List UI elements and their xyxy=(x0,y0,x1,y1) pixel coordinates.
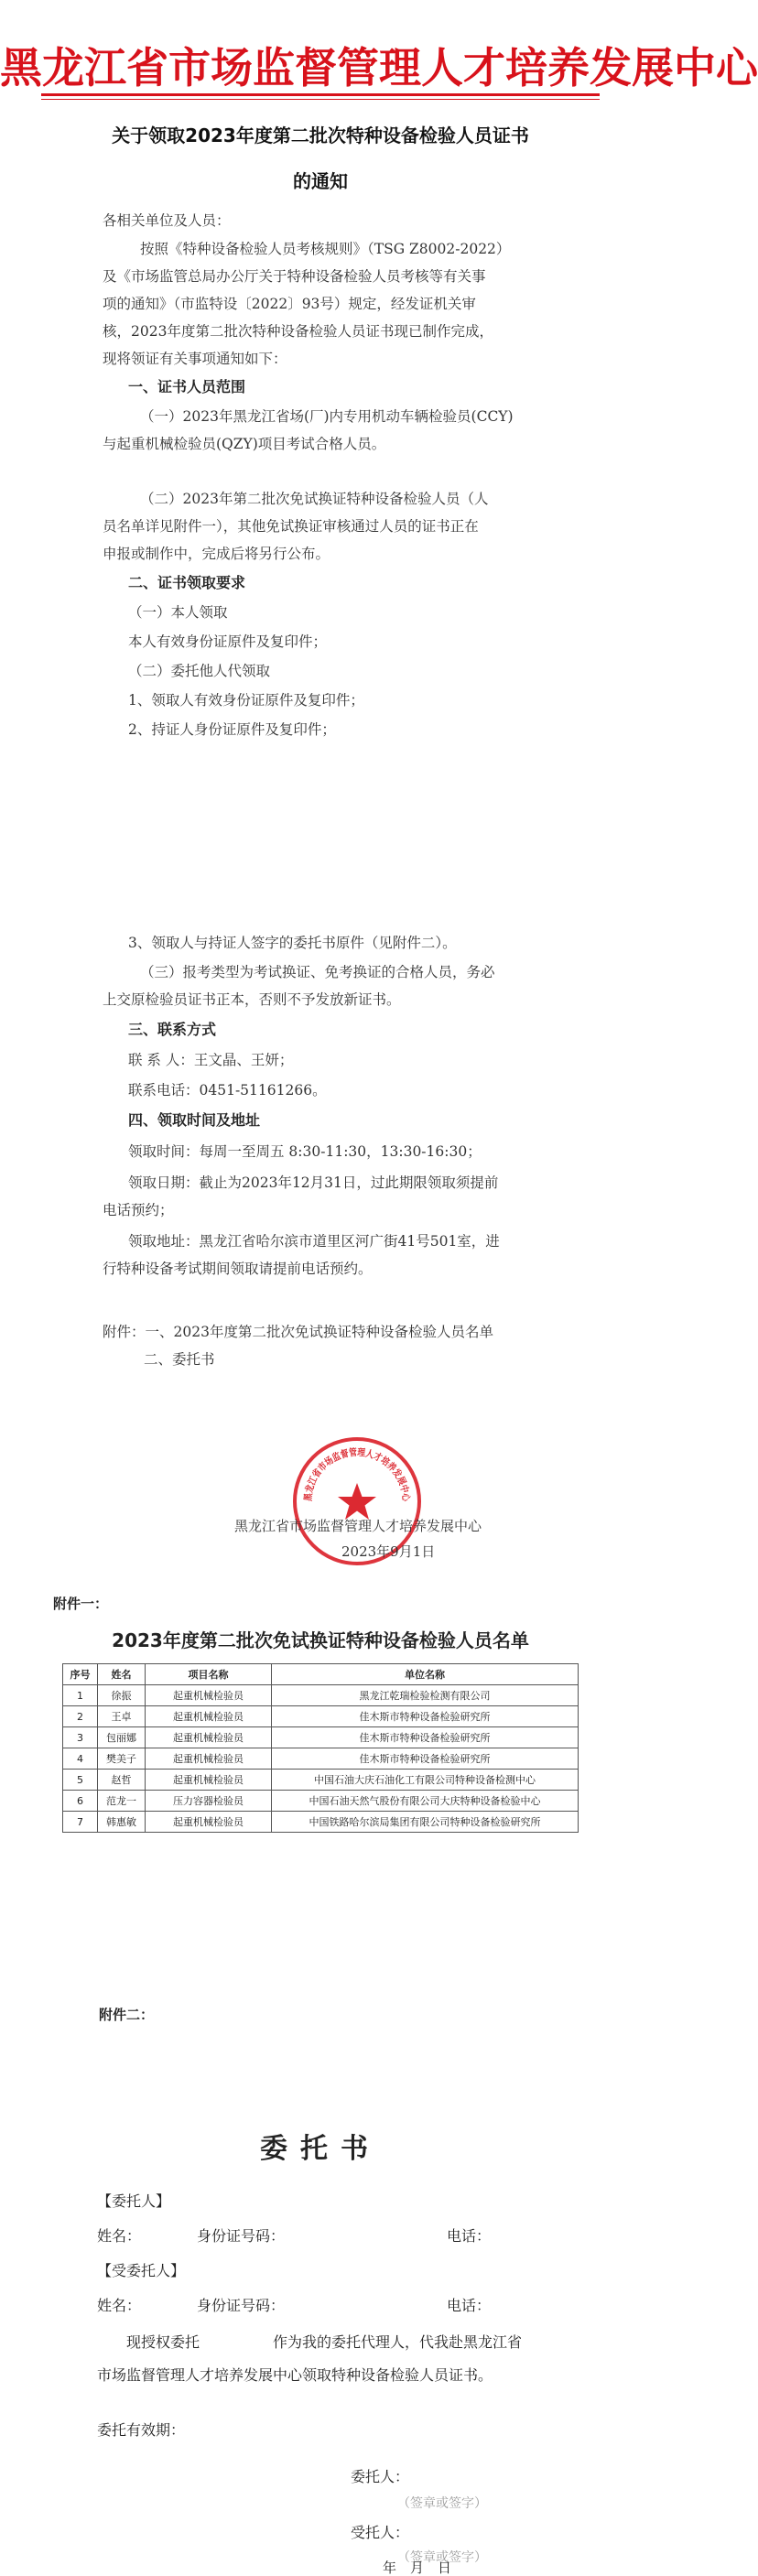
intro-line: 核，2023年度第二批次特种设备检验人员证书现已制作完成， xyxy=(103,323,493,340)
cell-index: 7 xyxy=(63,1812,98,1833)
agent-id-label: 身份证号码： xyxy=(197,2297,286,2314)
attachment1-label: 附件一： xyxy=(53,1596,109,1612)
cell-unit: 中国石油天然气股份有限公司大庆特种设备检验中心 xyxy=(272,1791,579,1812)
principal-name-label: 姓名： xyxy=(97,2227,142,2245)
agent-sign-label: 受托人： xyxy=(351,2524,410,2541)
contact-line: 联 系 人：王文晶、王妍； xyxy=(128,1052,294,1068)
scope-paragraph-line: 与起重机械检验员(QZY)项目考试合格人员。 xyxy=(103,436,386,452)
table-row xyxy=(63,1685,579,1706)
column-header: 序号 xyxy=(63,1664,98,1685)
cell-project: 起重机械检验员 xyxy=(146,1706,272,1727)
attachments-line: 二、委托书 xyxy=(144,1351,215,1368)
requirement-line: 2、持证人身份证原件及复印件； xyxy=(128,721,336,738)
principal-sign-hint: （签章或签字） xyxy=(397,2496,487,2511)
scope-paragraph-line: 申报或制作中，完成后将另行公布。 xyxy=(103,546,330,562)
section-heading-time-address: 四、领取时间及地址 xyxy=(128,1111,261,1129)
validity-label: 委托有效期： xyxy=(97,2421,186,2439)
agent-sign-hint: （签章或签字） xyxy=(397,2550,487,2565)
notice-title-line2: 的通知 xyxy=(293,170,348,192)
requirement-line: （三）报考类型为考试换证、免考换证的合格人员，务必 xyxy=(140,964,495,980)
letterhead-org-name: 黑龙江省市场监督管理人才培养发展中心 xyxy=(0,43,758,92)
cell-project: 起重机械检验员 xyxy=(146,1685,272,1706)
signature-date: 2023年9月1日 xyxy=(341,1543,436,1560)
cell-name: 范龙一 xyxy=(98,1791,146,1812)
cell-name: 韩惠敏 xyxy=(98,1812,146,1833)
column-header: 单位名称 xyxy=(272,1664,579,1685)
requirement-line: 1、领取人有效身份证原件及复印件； xyxy=(128,692,364,709)
cell-project: 起重机械检验员 xyxy=(146,1812,272,1833)
cell-name: 包丽娜 xyxy=(98,1727,146,1748)
cell-project: 起重机械检验员 xyxy=(146,1748,272,1770)
svg-text:黑龙江省市场监督管理人才培养发展中心: 黑龙江省市场监督管理人才培养发展中心 xyxy=(302,1446,412,1504)
table-row xyxy=(63,1812,579,1833)
time-address-line: 行特种设备考试期间领取请提前电话预约。 xyxy=(103,1261,373,1277)
cell-unit: 佳木斯市特种设备检验研究所 xyxy=(272,1706,579,1727)
intro-line: 项的通知》（市监特设〔2022〕93号）规定，经发证机关审 xyxy=(103,296,476,312)
table-row xyxy=(63,1791,579,1812)
table-row xyxy=(63,1727,579,1748)
cell-name: 赵哲 xyxy=(98,1770,146,1791)
intro-line: 按照《特种设备检验人员考核规则》（TSG Z8002-2022） xyxy=(140,241,511,257)
agent-phone-label: 电话： xyxy=(447,2297,492,2314)
time-address-line: 领取日期：截止为2023年12月31日，过此期限领取须提前 xyxy=(128,1174,499,1191)
cell-unit: 中国石油大庆石油化工有限公司特种设备检测中心 xyxy=(272,1770,579,1791)
attachments-line: 附件：一、2023年度第二批次免试换证特种设备检验人员名单 xyxy=(103,1324,493,1340)
letterhead-rule-thin xyxy=(41,99,600,100)
principal-sign-label: 委托人： xyxy=(351,2468,410,2485)
date-line: 年 月 日 xyxy=(383,2560,452,2576)
cell-project: 起重机械检验员 xyxy=(146,1770,272,1791)
entrustment-body-line: 现授权委托 作为我的委托代理人，代我赴黑龙江省 xyxy=(126,2333,523,2351)
requirement-line: （一）本人领取 xyxy=(128,604,228,621)
scope-paragraph-line: （一）2023年黑龙江省场(厂)内专用机动车辆检验员(CCY) xyxy=(140,408,514,425)
notice-title-line1: 关于领取2023年度第二批次特种设备检验人员证书 xyxy=(112,124,529,146)
table-row xyxy=(63,1706,579,1727)
entrustment-body-line: 市场监督管理人才培养发展中心领取特种设备检验人员证书。 xyxy=(97,2366,493,2384)
entrustment-title: 委托书 xyxy=(260,2133,381,2165)
section-heading-contact: 三、联系方式 xyxy=(128,1021,217,1038)
principal-phone-label: 电话： xyxy=(447,2227,492,2245)
table-header-row xyxy=(63,1664,579,1685)
section-heading-scope: 一、证书人员范围 xyxy=(128,378,246,395)
cell-project: 压力容器检验员 xyxy=(146,1791,272,1812)
agent-name-label: 姓名： xyxy=(97,2297,142,2314)
cell-index: 2 xyxy=(63,1706,98,1727)
cell-unit: 佳木斯市特种设备检验研究所 xyxy=(272,1748,579,1770)
column-header: 姓名 xyxy=(98,1664,146,1685)
cell-index: 3 xyxy=(63,1727,98,1748)
principal-id-label: 身份证号码： xyxy=(197,2227,286,2245)
cell-unit: 中国铁路哈尔滨局集团有限公司特种设备检验研究所 xyxy=(272,1812,579,1833)
intro-line: 及《市场监管总局办公厅关于特种设备检验人员考核等有关事 xyxy=(103,268,486,285)
table-row xyxy=(63,1770,579,1791)
column-header: 项目名称 xyxy=(146,1664,272,1685)
cell-index: 4 xyxy=(63,1748,98,1770)
letterhead-rule-thick xyxy=(41,93,600,96)
cell-name: 王卓 xyxy=(98,1706,146,1727)
requirement-line: 上交原检验员证书正本，否则不予发放新证书。 xyxy=(103,991,401,1008)
agent-heading: 【受委托人】 xyxy=(97,2262,186,2279)
time-address-line: 领取地址：黑龙江省哈尔滨市道里区河广街41号501室，进 xyxy=(128,1233,500,1250)
attachment2-label: 附件二： xyxy=(99,2007,155,2023)
intro-line: 现将领证有关事项通知如下： xyxy=(103,351,287,367)
attachment1-title: 2023年度第二批次免试换证特种设备检验人员名单 xyxy=(112,1629,529,1651)
table-row xyxy=(63,1748,579,1770)
requirement-line: （二）委托他人代领取 xyxy=(128,663,271,679)
cell-index: 6 xyxy=(63,1791,98,1812)
section-heading-requirements: 二、证书领取要求 xyxy=(128,574,246,591)
requirement-line: 3、领取人与持证人签字的委托书原件（见附件二）。 xyxy=(128,935,457,951)
principal-heading: 【委托人】 xyxy=(97,2192,171,2210)
personnel-table xyxy=(62,1663,579,1833)
time-address-line: 电话预约； xyxy=(103,1202,174,1218)
cell-unit: 黑龙江乾瑞检验检测有限公司 xyxy=(272,1685,579,1706)
cell-unit: 佳木斯市特种设备检验研究所 xyxy=(272,1727,579,1748)
cell-index: 5 xyxy=(63,1770,98,1791)
cell-name: 樊美子 xyxy=(98,1748,146,1770)
signature-org: 黑龙江省市场监督管理人才培养发展中心 xyxy=(234,1518,482,1534)
scope-paragraph-line: （二）2023年第二批次免试换证特种设备检验人员（人 xyxy=(140,491,489,507)
salutation: 各相关单位及人员： xyxy=(103,212,231,229)
cell-name: 徐振 xyxy=(98,1685,146,1706)
time-address-line: 领取时间：每周一至周五 8:30-11:30，13:30-16:30； xyxy=(128,1143,482,1160)
contact-line: 联系电话：0451-51161266。 xyxy=(128,1082,327,1099)
cell-project: 起重机械检验员 xyxy=(146,1727,272,1748)
requirement-line: 本人有效身份证原件及复印件； xyxy=(128,633,328,650)
scope-paragraph-line: 员名单详见附件一），其他免试换证审核通过人员的证书正在 xyxy=(103,518,479,535)
cell-index: 1 xyxy=(63,1685,98,1706)
